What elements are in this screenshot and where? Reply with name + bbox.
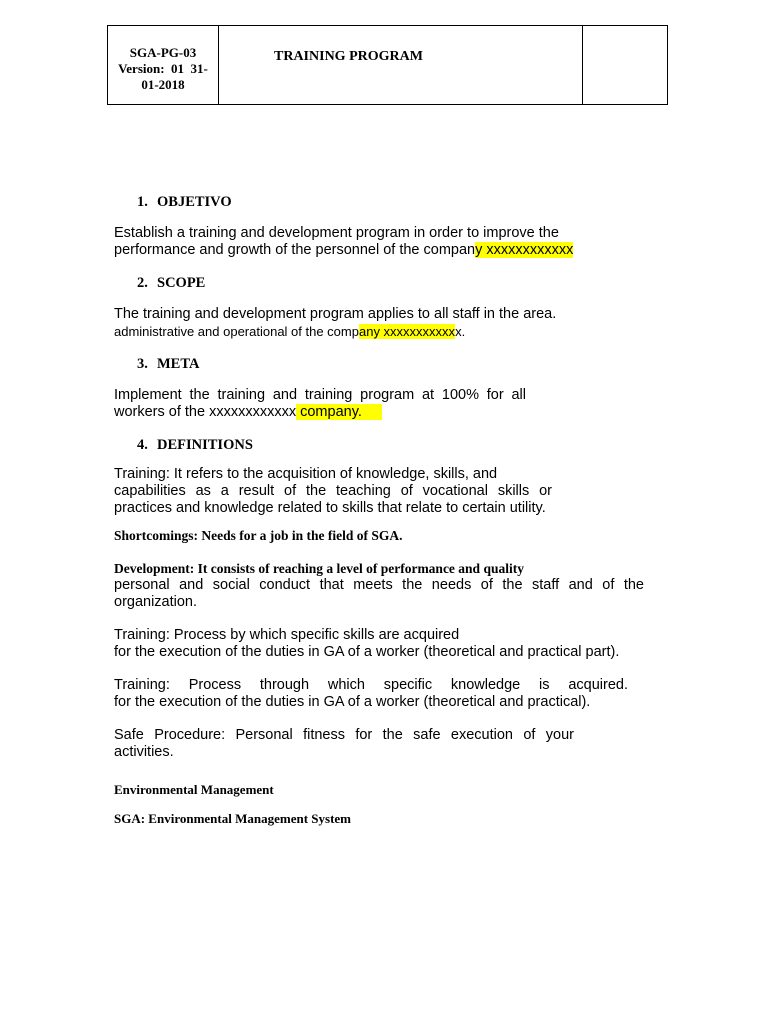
- definition-training-3: [114, 677, 628, 711]
- definition-safe-procedure: [114, 727, 574, 761]
- document-header-table: [107, 25, 668, 105]
- development-heading: Development: It consists of reaching a level of performance and quality: [114, 561, 524, 576]
- definition-line: capabilities as a result of the teaching of vocational skills or: [114, 483, 552, 499]
- scope-line-2: administrative and operational of the comp: [114, 324, 359, 339]
- section-number: 2.: [137, 275, 148, 291]
- scope-paragraph: [114, 306, 644, 340]
- definition-sga: SGA: Environmental Management System: [114, 811, 352, 826]
- objective-paragraph: [114, 225, 644, 259]
- highlighted-placeholder: any xxxxxxxxxxx: [358, 324, 456, 339]
- header-title-cell: [218, 26, 583, 104]
- document-version: Version: 01 31-: [118, 61, 208, 76]
- section-title: DEFINITIONS: [157, 437, 253, 453]
- header-logo-cell: [582, 26, 667, 104]
- highlighted-placeholder: company.: [296, 404, 383, 420]
- definition-line: Training: Process by which specific skills are acquired: [114, 627, 460, 643]
- objective-line-2: performance and growth of the personnel of the compan: [114, 242, 476, 258]
- document-title: TRAINING PROGRAM: [274, 49, 423, 64]
- meta-paragraph: [114, 387, 526, 421]
- section-heading-definitions: [114, 436, 644, 454]
- section-heading-objective: [114, 193, 644, 211]
- meta-line-1: Implement the training and training program at 100% for all: [114, 387, 526, 403]
- meta-line-2: workers of the xxxxxxxxxxxx: [114, 404, 297, 420]
- document-body: [114, 193, 644, 827]
- definition-line: Training: Process through which specific knowledge is acquired.: [114, 677, 628, 693]
- scope-line-1: The training and development program applies to all staff in the area.: [114, 306, 557, 322]
- section-number: 3.: [137, 356, 148, 372]
- section-title: OBJETIVO: [157, 194, 232, 210]
- definition-line: Safe Procedure: Personal fitness for the safe execution of your: [114, 727, 574, 743]
- section-title: META: [157, 356, 200, 372]
- definition-line: for the execution of the duties in GA of a worker (theoretical and practical part).: [114, 644, 620, 660]
- development-body: [114, 577, 644, 611]
- definition-training-2: [114, 627, 644, 661]
- definition-development: [114, 560, 644, 611]
- section-title: SCOPE: [157, 275, 206, 291]
- definition-line: for the execution of the duties in GA of a worker (theoretical and practical).: [114, 694, 591, 710]
- section-heading-scope: [114, 274, 644, 292]
- definition-line: activities.: [114, 744, 174, 760]
- definition-training-1: [114, 466, 552, 517]
- definition-line: personal and social conduct that meets the needs of the staff and of the: [114, 577, 644, 593]
- objective-line-1: Establish a training and development program in order to improve the: [114, 225, 559, 241]
- section-number: 1.: [137, 194, 148, 210]
- definition-shortcomings: Shortcomings: Needs for a job in the field of SGA.: [114, 528, 403, 543]
- header-code-cell: [108, 26, 219, 104]
- highlighted-placeholder: y xxxxxxxxxxxx: [475, 242, 574, 258]
- document-code: SGA-PG-03: [129, 45, 197, 60]
- definition-line: Training: It refers to the acquisition of knowledge, skills, and: [114, 466, 498, 482]
- definition-line: practices and knowledge related to skills that relate to certain utility.: [114, 500, 546, 516]
- section-number: 4.: [137, 437, 148, 453]
- definition-environmental-management: Environmental Management: [114, 782, 274, 797]
- scope-line-2-end: x.: [455, 324, 466, 339]
- section-heading-meta: [114, 355, 644, 373]
- document-version-date: 01-2018: [141, 77, 185, 92]
- definition-line: organization.: [114, 594, 198, 610]
